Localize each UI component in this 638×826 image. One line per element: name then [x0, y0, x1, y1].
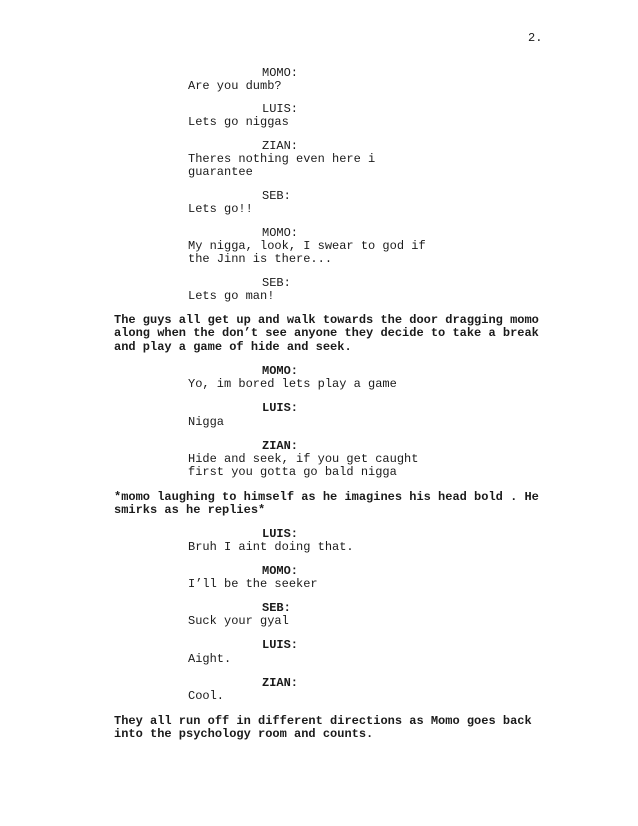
character-cue-seb: SEB:	[262, 276, 291, 290]
action-line: and play a game of hide and seek.	[114, 340, 352, 354]
character-cue-seb: SEB:	[262, 189, 291, 203]
action-line: *momo laughing to himself as he imagines his head bold . He	[114, 490, 539, 504]
page-number: 2.	[528, 31, 543, 45]
dialogue-line: Bruh I aint doing that.	[188, 540, 354, 554]
dialogue-line: Yo, im bored lets play a game	[188, 377, 397, 391]
character-cue-zian: ZIAN:	[262, 676, 299, 690]
action-line: They all run off in different directions as Momo goes back	[114, 714, 532, 728]
dialogue-line: Nigga	[188, 415, 225, 429]
character-cue-luis: LUIS:	[262, 527, 299, 541]
character-cue-zian: ZIAN:	[262, 439, 299, 453]
dialogue-line: Theres nothing even here i	[188, 152, 376, 166]
character-cue-seb: SEB:	[262, 601, 291, 615]
dialogue-line: I’ll be the seeker	[188, 577, 318, 591]
dialogue-line: guarantee	[188, 165, 253, 179]
action-line: along when the don’t see anyone they decide to take a break	[114, 326, 539, 340]
action-line: into the psychology room and counts.	[114, 727, 374, 741]
dialogue-line: the Jinn is there...	[188, 252, 333, 266]
dialogue-line: Suck your gyal	[188, 614, 289, 628]
dialogue-line: My nigga, look, I swear to god if	[188, 239, 426, 253]
character-cue-luis: LUIS:	[262, 638, 299, 652]
character-cue-momo: MOMO:	[262, 226, 299, 240]
dialogue-line: Lets go niggas	[188, 115, 289, 129]
action-line: smirks as he replies*	[114, 503, 266, 517]
dialogue-line: Cool.	[188, 689, 225, 703]
action-line: The guys all get up and walk towards the door dragging momo	[114, 313, 539, 327]
dialogue-line: Aight.	[188, 652, 232, 666]
character-cue-luis: LUIS:	[262, 102, 299, 116]
dialogue-line: first you gotta go bald nigga	[188, 465, 397, 479]
character-cue-momo: MOMO:	[262, 66, 299, 80]
dialogue-line: Lets go!!	[188, 202, 253, 216]
dialogue-line: Hide and seek, if you get caught	[188, 452, 419, 466]
dialogue-line: Are you dumb?	[188, 79, 282, 93]
character-cue-momo: MOMO:	[262, 564, 299, 578]
dialogue-line: Lets go man!	[188, 289, 275, 303]
character-cue-zian: ZIAN:	[262, 139, 299, 153]
character-cue-momo: MOMO:	[262, 364, 299, 378]
character-cue-luis: LUIS:	[262, 401, 299, 415]
